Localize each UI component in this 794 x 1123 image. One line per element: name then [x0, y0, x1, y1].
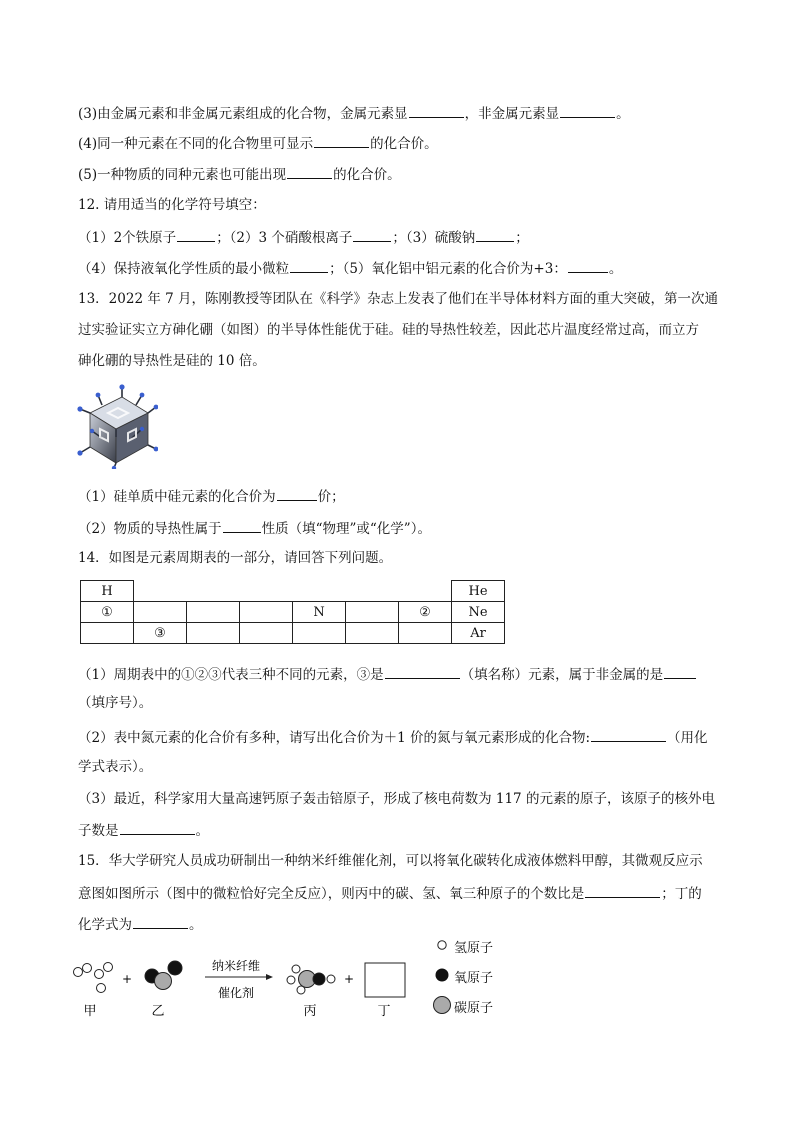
molecule-yi: [145, 961, 182, 990]
q15-s3-b: 。: [189, 917, 203, 933]
table-cell: [134, 602, 187, 623]
table-cell: [81, 623, 134, 644]
answer-blank[interactable]: [277, 486, 317, 501]
answer-blank[interactable]: [560, 103, 615, 118]
table-cell: [187, 602, 240, 623]
q15-stem-2-text: 意图如图所示（图中的微粒恰好完全反应），则丙中的碳、氢、氧三种原子的个数比是: [78, 886, 585, 902]
q13-stem-1: 13．2022 年 7 月，陈刚教授等团队在《科学》杂志上发表了他们在半导体材料方面的重大突破，第一次通: [78, 291, 718, 307]
q14-sub-3: （3）最近，科学家用大量高速钙原子轰击锫原子，形成了核电荷数为 117 的元素的原子，该原子的核外电: [78, 791, 715, 807]
table-cell: [134, 581, 187, 602]
catalyst-label-top: 纳米纤维: [211, 959, 261, 973]
q11-l3-text-a: (3)由金属元素和非金属元素组成的化合物，金属元素显: [78, 106, 408, 122]
table-cell: ③: [134, 623, 187, 644]
label-bing: 丙: [303, 1004, 317, 1019]
q11-l4-text-b: 的化合价。: [370, 136, 438, 152]
molecule-jia: [74, 963, 113, 993]
answer-blank[interactable]: [591, 727, 666, 742]
molecule-ding-box: [365, 963, 405, 997]
q12-line-1: [78, 227, 529, 247]
q15-stem-2-end: ；丁的: [661, 886, 702, 902]
q15-stem-1: 15．华大学研究人员成功研制出一种纳米纤维催化剂，可以将氧化碳转化成液体燃料甲醇，其微观反应示: [78, 853, 703, 869]
answer-blank[interactable]: [290, 258, 328, 273]
label-ding: 丁: [377, 1004, 391, 1019]
q15-stem-3: [78, 914, 203, 934]
q12-stem: 12. 请用适当的化学符号填空：: [78, 197, 266, 213]
answer-blank[interactable]: [664, 664, 696, 679]
table-cell: [399, 623, 452, 644]
q12-l1-c: ；（3）硫酸钠: [392, 230, 476, 246]
table-cell: ①: [81, 602, 134, 623]
table-cell: [293, 623, 346, 644]
answer-blank[interactable]: [287, 164, 332, 179]
answer-blank[interactable]: [409, 103, 464, 118]
carbon-atom-icon: [434, 997, 451, 1014]
legend-hydrogen: 氢原子: [454, 941, 494, 956]
answer-blank[interactable]: [120, 820, 195, 835]
q15-s3-a: 化学式为: [78, 917, 132, 933]
table-row: [81, 581, 505, 602]
q13-s1-a: （1）硅单质中硅元素的化合价为: [78, 489, 276, 505]
table-cell: N: [293, 602, 346, 623]
q13-s2-b: 性质（填“物理”或“化学”）。: [261, 521, 431, 537]
q13-sub-2: [78, 518, 431, 538]
q15-stem-2: [78, 883, 702, 903]
plus-sign: +: [121, 972, 133, 986]
label-yi: 乙: [151, 1004, 165, 1019]
q14-sub-1: [78, 664, 697, 684]
q14-s2-b: （用化: [667, 730, 708, 746]
table-cell: Ar: [452, 623, 505, 644]
q14-sub-2-cont: 学式表示）。: [78, 759, 153, 775]
table-row: [81, 602, 505, 623]
table-cell: ②: [399, 602, 452, 623]
hydrogen-atom-icon: [438, 941, 446, 949]
q13-stem-2: 过实验证实立方砷化硼（如图）的半导体性能优于硅。硅的导热性较差，因此芯片温度经常过高，而立方: [78, 322, 699, 338]
q14-s3-b: 子数是: [78, 823, 119, 839]
q13-stem-3: 砷化硼的导热性是硅的 10 倍。: [78, 353, 266, 369]
answer-blank[interactable]: [133, 914, 188, 929]
q11-line-5: [78, 164, 401, 184]
q14-stem: 14．如图是元素周期表的一部分，请回答下列问题。: [78, 550, 393, 566]
q12-l2-c: 。: [608, 261, 623, 277]
answer-blank[interactable]: [177, 227, 215, 242]
answer-blank[interactable]: [385, 664, 460, 679]
q11-line-3: [78, 103, 630, 123]
table-cell: [293, 581, 346, 602]
table-cell: He: [452, 581, 505, 602]
answer-blank[interactable]: [223, 518, 261, 533]
table-cell: [346, 623, 399, 644]
q11-l5-text-a: (5)一种物质的同种元素也可能出现: [78, 167, 287, 183]
arrow-icon: [266, 974, 273, 980]
legend-carbon: 碳原子: [454, 1001, 494, 1016]
catalyst-label-bottom: 催化剂: [217, 986, 255, 1000]
q11-line-4: [78, 133, 438, 153]
q14-s1-a: （1）周期表中的①②③代表三种不同的元素，③是: [78, 667, 384, 683]
legend-oxygen: 氧原子: [454, 971, 494, 986]
q13-s2-a: （2）物质的导热性属于: [78, 521, 222, 537]
q12-l1-a: （1）2个铁原子: [78, 230, 177, 246]
label-jia: 甲: [83, 1004, 97, 1019]
oxygen-atom-icon: [436, 969, 449, 982]
table-row: [81, 623, 505, 644]
answer-blank[interactable]: [568, 258, 608, 273]
q12-l2-b: ；（5）氧化铝中铝元素的化合价为+3：: [329, 261, 567, 277]
table-cell: [240, 581, 293, 602]
q12-l1-b: ；（2）3 个硝酸根离子: [216, 230, 353, 246]
q14-sub-2: [78, 727, 708, 747]
table-cell: [240, 623, 293, 644]
table-cell: [346, 602, 399, 623]
table-cell: [399, 581, 452, 602]
q12-l1-d: ；: [515, 230, 529, 246]
q11-l4-text-a: (4)同一种元素在不同的化合物里可显示: [78, 136, 314, 152]
q14-s2-a: （2）表中氮元素的化合价有多种，请写出化合价为＋1 价的氮与氧元素形成的化合物:: [78, 730, 591, 746]
q11-l5-text-b: 的化合价。: [333, 167, 401, 183]
q14-sub-1-cont: （填序号）。: [78, 695, 153, 711]
plus-sign: +: [343, 972, 355, 986]
q13-sub-1: [78, 486, 345, 506]
answer-blank[interactable]: [476, 227, 514, 242]
table-cell: [187, 581, 240, 602]
q13-s1-b: 价；: [317, 489, 345, 505]
molecule-bing: [287, 965, 335, 994]
periodic-table-fragment: [80, 580, 505, 644]
answer-blank[interactable]: [585, 883, 660, 898]
table-cell: H: [81, 581, 134, 602]
table-cell: [240, 602, 293, 623]
reaction-diagram: [70, 935, 590, 1025]
q11-l3-text-b: ，非金属元素显: [464, 106, 560, 122]
boron-arsenide-crystal-image: [72, 383, 158, 469]
table-cell: [346, 581, 399, 602]
q14-s1-b: （填名称）元素，属于非金属的是: [460, 667, 664, 683]
q14-sub-3-cont: [78, 820, 209, 840]
answer-blank[interactable]: [353, 227, 391, 242]
answer-blank[interactable]: [314, 133, 369, 148]
table-cell: Ne: [452, 602, 505, 623]
q12-l2-a: （4）保持液氧化学性质的最小微粒: [78, 261, 290, 277]
q14-s3-c: 。: [195, 823, 209, 839]
q11-l3-text-c: 。: [616, 106, 630, 122]
q12-line-2: [78, 258, 622, 278]
table-cell: [187, 623, 240, 644]
